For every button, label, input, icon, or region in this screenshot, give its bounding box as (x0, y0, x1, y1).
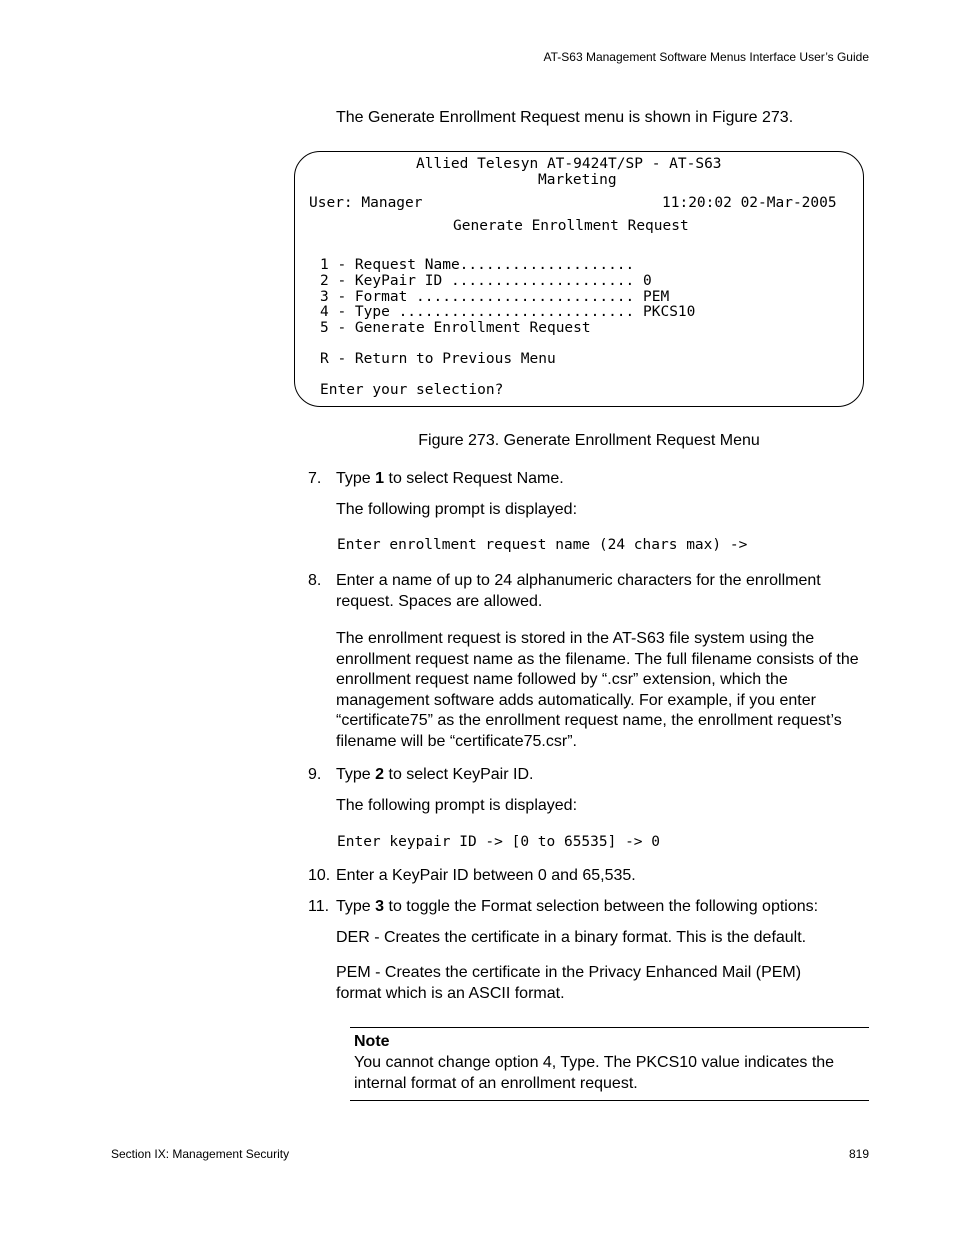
step-number: 8. (308, 572, 322, 589)
step-number: 9. (308, 766, 322, 783)
terminal-menu-item: 5 - Generate Enrollment Request (320, 320, 591, 336)
terminal-prompt: Enter your selection? (320, 382, 504, 398)
terminal-user: User: Manager (309, 195, 423, 211)
footer-section: Section IX: Management Security (111, 1147, 290, 1161)
prompt-intro-1: The following prompt is displayed: (336, 501, 578, 518)
step-text: Type 3 to toggle the Format selection between the following options: (336, 898, 819, 915)
filename-explanation-paragraph: The enrollment request is stored in the AT-S63 file system using the enrollment request name as the filename. The full filename consists of the enrollment request name followed by “.csr” extension, which the management software adds automatically. For example, if you enter “certificate75” as the enrollment request name, the enrollment request’s filename will be “certificate75.csr”. (336, 630, 859, 750)
terminal-title-line: Allied Telesyn AT-9424T/SP - AT-S63 (416, 156, 722, 172)
step-text: Type 1 to select Request Name. (336, 470, 564, 487)
terminal-menu-figure (294, 151, 864, 407)
note-text: You cannot change option 4, Type. The PKCS10 value indicates the internal format of an enrollment request. (354, 1054, 835, 1092)
step-text: Enter a KeyPair ID between 0 and 65,535. (336, 867, 636, 884)
footer-page-number: 819 (848, 1147, 869, 1161)
terminal-menu-item: 4 - Type ........................... PKCS10 (320, 304, 696, 320)
terminal-menu-item: 2 - KeyPair ID ..................... 0 (320, 273, 652, 289)
pem-option-description: PEM - Creates the certificate in the Privacy Enhanced Mail (PEM) format which is an ASCII format. (336, 964, 802, 1002)
step-key: 3 (375, 898, 385, 915)
terminal-datetime: 11:20:02 02-Mar-2005 (662, 195, 837, 211)
step-number: 7. (308, 470, 322, 487)
code-prompt-request-name: Enter enrollment request name (24 chars max) -> (337, 537, 748, 553)
step-text: Enter a name of up to 24 alphanumeric characters for the enrollment request. Spaces are allowed. (336, 572, 821, 610)
running-header: AT-S63 Management Software Menus Interface User’s Guide (543, 50, 869, 64)
step-key: 2 (375, 766, 385, 783)
note-title: Note (354, 1033, 390, 1050)
terminal-menu-item: 1 - Request Name.................... (320, 257, 635, 273)
code-prompt-keypair: Enter keypair ID -> [0 to 65535] -> 0 (337, 834, 661, 850)
terminal-menu-title: Generate Enrollment Request (453, 218, 689, 234)
terminal-subtitle-line: Marketing (538, 172, 617, 188)
prompt-intro-2: The following prompt is displayed: (336, 797, 578, 814)
step-text: Type 2 to select KeyPair ID. (336, 766, 534, 783)
step-number: 11. (308, 898, 330, 915)
terminal-menu-item: 3 - Format ......................... PEM (320, 289, 670, 305)
figure-caption: Figure 273. Generate Enrollment Request Menu (418, 432, 760, 449)
der-option-description: DER - Creates the certificate in a binary format. This is the default. (336, 929, 807, 946)
intro-paragraph: The Generate Enrollment Request menu is shown in Figure 273. (336, 109, 794, 126)
terminal-return-option: R - Return to Previous Menu (320, 351, 556, 367)
note-box (350, 1027, 869, 1101)
step-key: 1 (375, 470, 385, 487)
step-number: 10. (308, 867, 331, 884)
